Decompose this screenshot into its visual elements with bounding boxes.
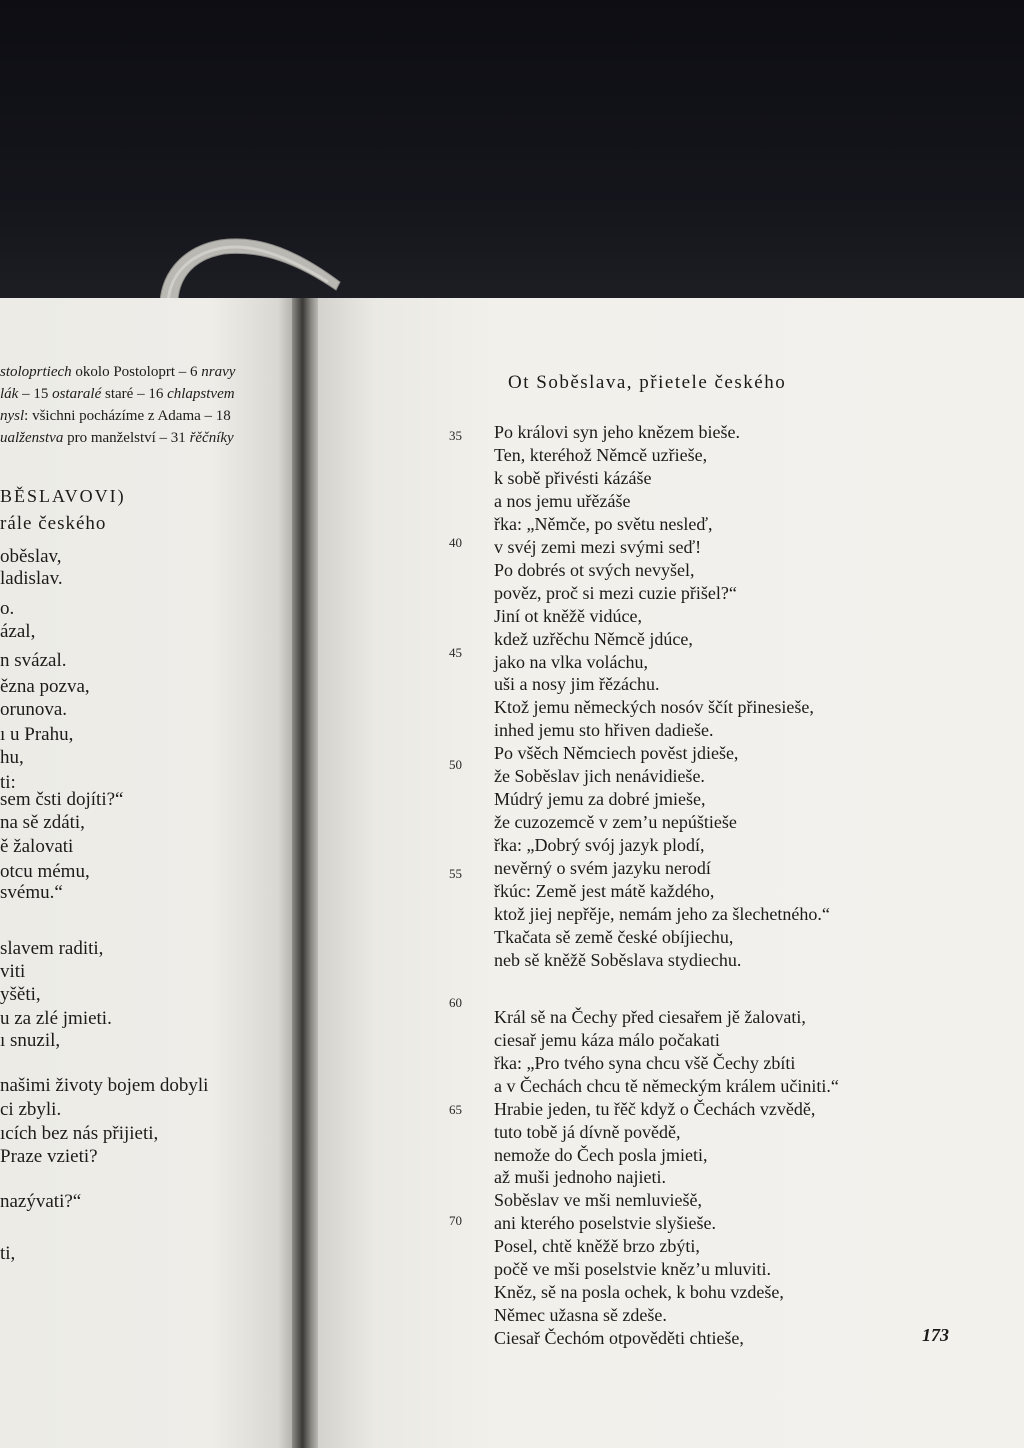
verse-line: ktož jiej nepřěje, nemám jeho za šlechetného.“ bbox=[494, 904, 830, 924]
verse-line: uši a nosy jim řězáchu. bbox=[494, 674, 660, 694]
line-number: 60 bbox=[449, 995, 462, 1010]
verse-line: řkúc: Země jest mátě každého, bbox=[494, 881, 715, 901]
verse-line: Múdrý jemu za dobré jmieše, bbox=[494, 789, 706, 809]
verse-line: tuto tobě já dívně povědě, bbox=[494, 1122, 681, 1142]
verse-line: řka: „Němče, po světu nesleď, bbox=[494, 514, 713, 534]
verse-line: slavem raditi, bbox=[0, 938, 104, 959]
line-number: 50 bbox=[449, 757, 462, 772]
verse-line: ıcích bez nás přijieti, bbox=[0, 1123, 159, 1144]
verse-line: ı u Prahu, bbox=[0, 724, 74, 745]
verse-line: Hrabie jeden, tu řěč když o Čechách vzvědě, bbox=[494, 1099, 816, 1119]
verse-line: nevěrný o svém jazyku nerodí bbox=[494, 858, 711, 878]
verse-line: že Soběslav jich nenávidieše. bbox=[494, 766, 705, 786]
section-heading: BĚSLAVOVI) bbox=[0, 486, 126, 506]
verse-line: hu, bbox=[0, 747, 24, 768]
verse-line: ı snuzil, bbox=[0, 1030, 61, 1051]
verse-line: yšěti, bbox=[0, 984, 41, 1005]
verse-line: ě žalovati bbox=[0, 836, 74, 857]
verse-line: k sobě přivésti kázáše bbox=[494, 468, 652, 488]
verse-line: Ktož jemu německých nosóv ščít přinesieše, bbox=[494, 697, 814, 717]
verse-line: ti: bbox=[0, 772, 16, 793]
verse-line: Němec užasna sě zdeše. bbox=[494, 1305, 667, 1325]
verse-line: nemože do Čech posla jmieti, bbox=[494, 1145, 708, 1165]
left-page bbox=[0, 298, 302, 1448]
verse-line: neb sě kněžě Soběslava stydiechu. bbox=[494, 950, 742, 970]
verse-line: že cuzozemcě v zem’u nepúštieše bbox=[494, 812, 737, 832]
line-number: 55 bbox=[449, 866, 462, 881]
verse-line: Jiní ot kněžě vidúce, bbox=[494, 606, 642, 626]
right-page bbox=[318, 298, 1024, 1448]
verse-line: kdež uzřěchu Němcě jdúce, bbox=[494, 629, 693, 649]
verse-line: Soběslav ve mši nemluviešě, bbox=[494, 1190, 702, 1210]
verse-line: Kněz, sě na posla ochek, k bohu vzdeše, bbox=[494, 1282, 784, 1302]
verse-line: inhed jemu sto hřiven dadieše. bbox=[494, 720, 714, 740]
verse-line: Po královi syn jeho knězem bieše. bbox=[494, 422, 740, 442]
verse-line: ani kterého poselstvie slyšieše. bbox=[494, 1213, 716, 1233]
verse-line: u za zlé jmieti. bbox=[0, 1008, 112, 1029]
line-number: 35 bbox=[449, 428, 462, 443]
section-subheading: rále českého bbox=[0, 513, 107, 534]
verse-line: sem čsti dojíti?“ bbox=[0, 789, 124, 810]
verse-line: Tkačata sě země české obíjiechu, bbox=[494, 927, 734, 947]
verse-line: a v Čechách chcu tě německým králem učiniti.“ bbox=[494, 1076, 839, 1096]
verse-line: ězna pozva, bbox=[0, 676, 90, 697]
verse-line: jako na vlka voláchu, bbox=[494, 652, 648, 672]
verse-line: o. bbox=[0, 598, 15, 619]
verse-line: nazývati?“ bbox=[0, 1191, 82, 1212]
poem-title: Ot Soběslava, přietele českého bbox=[508, 372, 787, 393]
verse-line: Po všěch Němciech pověst jdieše, bbox=[494, 743, 739, 763]
verse-line: až muši jednoho najieti. bbox=[494, 1167, 666, 1187]
verse-line: řka: „Dobrý svój jazyk plodí, bbox=[494, 835, 705, 855]
verse-line: otcu mému, bbox=[0, 861, 90, 882]
verse-line: Ciesař Čechóm otpověděti chtieše, bbox=[494, 1328, 744, 1348]
footnote-line: ualženstva pro manželství – 31 řěčníky bbox=[0, 430, 234, 446]
verse-line: ci zbyli. bbox=[0, 1099, 62, 1120]
verse-line: pověz, proč si mezi cuzie přišel?“ bbox=[494, 583, 737, 603]
line-number: 45 bbox=[449, 645, 462, 660]
verse-line: orunova. bbox=[0, 699, 68, 720]
verse-line: viti bbox=[0, 961, 26, 982]
footnote-line: stoloprtiech okolo Postoloprt – 6 nravy bbox=[0, 364, 236, 380]
verse-line: Posel, chtě kněžě brzo zbýti, bbox=[494, 1236, 700, 1256]
verse-line: ti, bbox=[0, 1243, 16, 1264]
verse-line: ázal, bbox=[0, 621, 36, 642]
verse-line: svému.“ bbox=[0, 882, 63, 903]
verse-line: n svázal. bbox=[0, 650, 67, 671]
verse-line: a nos jemu uřězáše bbox=[494, 491, 631, 511]
verse-line: Po dobrés ot svých nevyšel, bbox=[494, 560, 695, 580]
verse-line: ciesař jemu káza málo počakati bbox=[494, 1030, 720, 1050]
verse-line: Praze vzieti? bbox=[0, 1146, 98, 1167]
verse-line: Král sě na Čechy před ciesařem jě žalovati, bbox=[494, 1007, 806, 1027]
verse-line: ladislav. bbox=[0, 568, 63, 589]
verse-line: Ten, kteréhož Němcě uzřieše, bbox=[494, 445, 708, 465]
verse-line: našimi životy bojem dobyli bbox=[0, 1075, 209, 1096]
footnote-line: nysl: všichni pocházíme z Adama – 18 bbox=[0, 408, 231, 424]
footnote-line: lák – 15 ostaralé staré – 16 chlapstvem bbox=[0, 386, 235, 402]
verse-line: v svéj zemi mezi svými seď! bbox=[494, 537, 702, 557]
verse-line: počě ve mši poselstvie kněz’u mluviti. bbox=[494, 1259, 771, 1279]
verse-line: řka: „Pro tvého syna chcu všě Čechy zbíti bbox=[494, 1053, 796, 1073]
line-number: 65 bbox=[449, 1102, 462, 1117]
verse-line: na sě zdáti, bbox=[0, 812, 85, 833]
page-number: 173 bbox=[922, 1325, 949, 1345]
line-number: 40 bbox=[449, 535, 462, 550]
line-number: 70 bbox=[449, 1213, 462, 1228]
verse-line: oběslav, bbox=[0, 546, 62, 567]
